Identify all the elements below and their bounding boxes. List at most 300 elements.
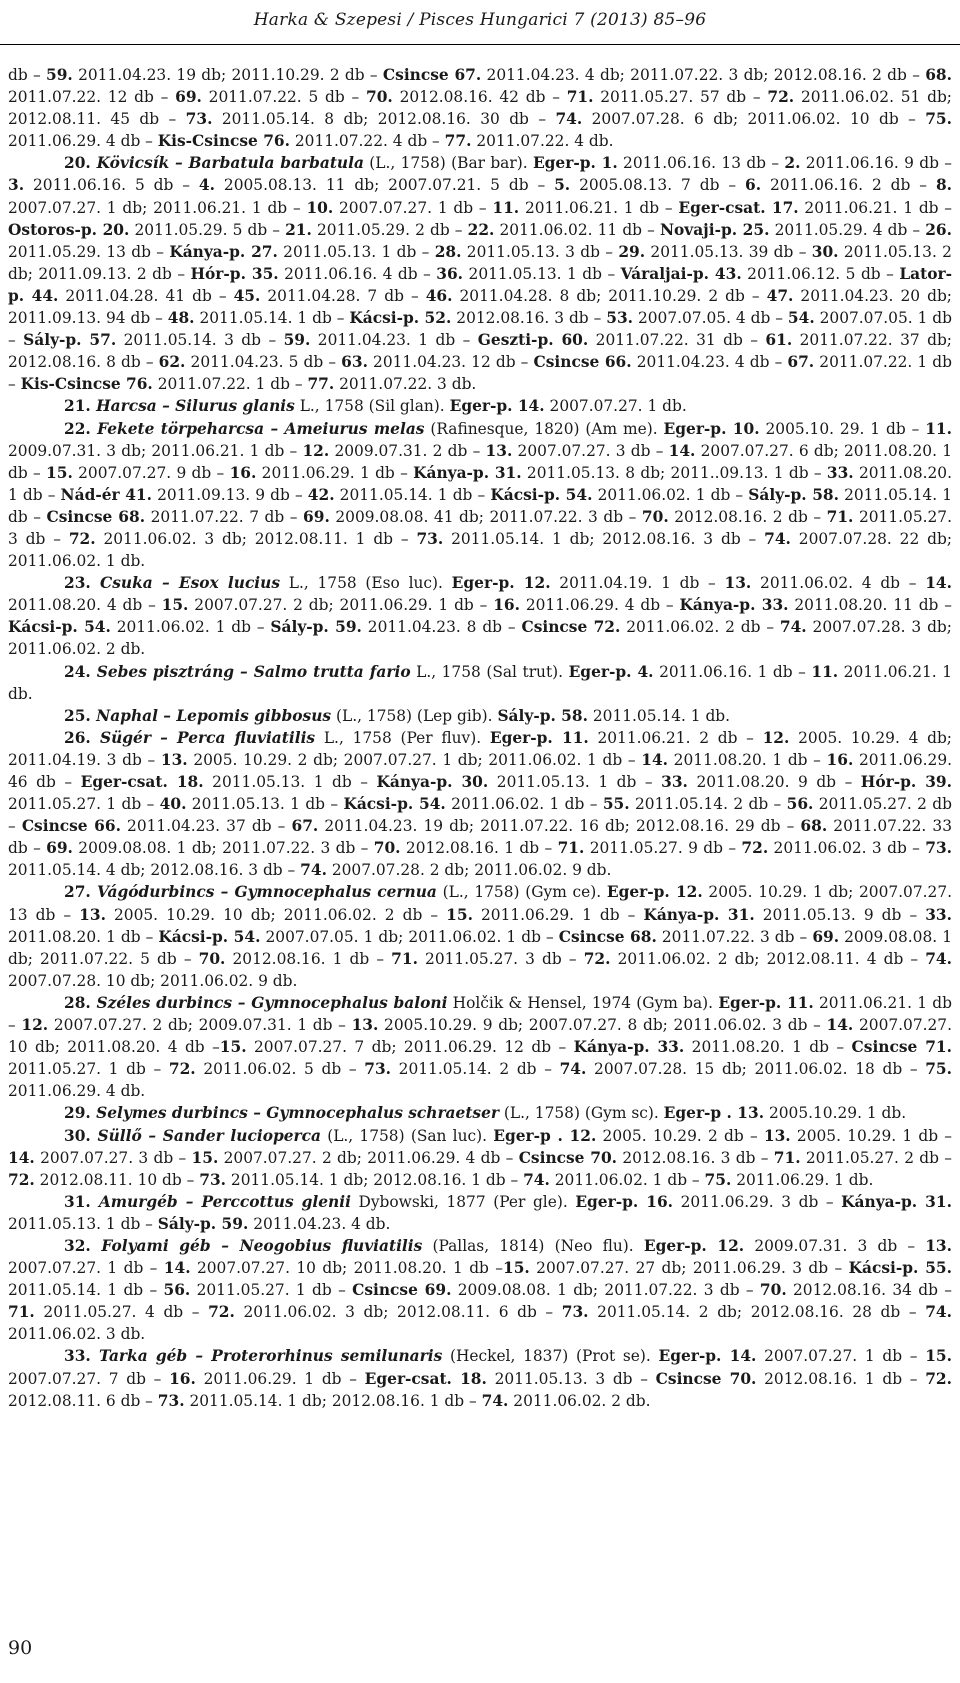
species-paragraph — [8, 418, 952, 573]
record-text: 2011.05.13. 9 db – — [754, 905, 926, 924]
species-name: Vágódurbincs – Gymnocephalus cernua — [96, 883, 437, 902]
record-text: 2011.04.28. 8 db; 2011.10.29. 2 db – — [452, 286, 767, 305]
record-text: 2012.08.16. 34 db – — [786, 1281, 952, 1300]
bold-text: 15. — [46, 463, 73, 482]
record-text: 2011.07.22. 3 db. — [334, 375, 477, 394]
record-text: 2005. 10.29. 1 db – — [790, 1126, 952, 1145]
record-text: 2011.07.22. 5 db – — [201, 88, 367, 107]
record-text: 2007.07.05. 4 db – — [633, 309, 788, 328]
bold-text: 13. — [160, 750, 188, 769]
bold-text: Eger-csat. 18. — [80, 773, 204, 791]
bold-text: 21. — [285, 220, 312, 239]
bold-text: 56. — [163, 1281, 191, 1300]
record-text: 2011.08.20. 1 db – — [684, 1038, 852, 1057]
record-text: 2007.07.28. 10 db; 2011.06.02. 9 db. — [8, 971, 298, 990]
bold-text: Eger-csat. 17. — [678, 198, 799, 217]
bold-text: 6. — [745, 176, 762, 195]
record-text: 2011.07.22. 4 db. — [471, 132, 614, 151]
bold-text: Eger-p. 1. — [532, 154, 618, 173]
record-text: 2009.08.08. 41 db; 2011.07.22. 3 db – — [329, 507, 642, 526]
bold-text: Kácsi-p. 54. — [343, 795, 446, 814]
record-text: 2005. 10.29. 4 db; 2011.04.19. 3 db – — [8, 728, 952, 769]
bold-text: 73. — [364, 1060, 392, 1079]
record-text: 2011.05.14. 2 db – — [629, 795, 787, 814]
species-paragraph — [8, 992, 952, 1102]
record-text: L., 1758 (Per fluv). — [315, 728, 490, 747]
bold-text: 33. — [661, 773, 688, 791]
bold-text: 28. — [434, 242, 462, 261]
record-text: 2012.08.11. 6 db – — [8, 1391, 158, 1410]
bold-text: Csincse 66. — [533, 353, 632, 372]
bold-text: 70. — [366, 88, 393, 107]
bold-text: Eger-p. 14. — [449, 397, 545, 416]
record-text: 2011.08.20. 1 db – — [668, 750, 827, 769]
record-text: 2007.07.27. 1 db; 2011.06.21. 1 db – — [8, 198, 307, 217]
bold-text: 74. — [555, 110, 583, 129]
bold-text: 16. — [493, 596, 520, 615]
record-text: 2011.04.23. 12 db – — [367, 353, 534, 372]
record-text: db – — [8, 66, 47, 84]
record-text: 2011.04.23. 1 db – — [310, 331, 478, 350]
bold-text: 70. — [373, 839, 401, 858]
bold-text: 15. — [191, 1148, 219, 1167]
bold-text: 63. — [341, 353, 368, 372]
bold-text: 75. — [925, 1060, 952, 1079]
bold-text: Sály-p. 58. — [497, 706, 588, 725]
record-text: 2011.06.02. 4 db – — [751, 574, 926, 593]
bold-text: 71. — [826, 507, 854, 526]
record-text: 2011.05.27. 4 db – — [34, 1303, 209, 1322]
record-text: 2011.06.16. 1 db – — [653, 662, 812, 681]
record-text: 2012.08.16. 42 db – — [392, 88, 567, 107]
record-text: 2011.06.02. 1 db – — [592, 485, 749, 504]
record-text: 2012.08.16. 1 db – — [225, 949, 392, 968]
record-text: 2009.08.08. 1 db; 2011.07.22. 3 db – — [72, 839, 374, 858]
record-text: 2007.07.27. 3 db – — [34, 1148, 192, 1167]
record-text: 2011.05.27. 57 db – — [593, 88, 768, 107]
record-text: 2009.07.31. 3 db; 2011.06.21. 1 db – — [8, 441, 303, 460]
record-text: 2011.07.22. 37 db; 2012.08.16. 8 db – — [8, 331, 952, 372]
bold-text: 59. — [46, 66, 73, 84]
species-name-wrapper — [100, 729, 315, 747]
bold-text: 56. — [786, 795, 814, 814]
record-text: 2011.06.29. 3 db – — [673, 1192, 842, 1211]
bold-text: 2. — [784, 154, 801, 173]
record-text: 2011.06.16. 9 db – — [800, 154, 953, 173]
record-text: L., 1758 (Sal trut). — [410, 662, 569, 681]
bold-text: 13. — [79, 905, 106, 924]
record-text: 2011.06.02. 3 db – — [768, 839, 926, 858]
record-text: 2011.05.13. 3 db – — [486, 1369, 656, 1388]
record-text: 2011.04.19. 1 db – — [550, 574, 725, 593]
record-text: 2011.05.13. 39 db – — [645, 242, 812, 261]
record-text: 2011.07.22. 1 db – — [8, 353, 953, 394]
record-text: 2011.06.02. 2 db – — [620, 618, 780, 637]
bold-text: 13. — [925, 1236, 952, 1255]
bold-text: Eger-csat. 18. — [364, 1369, 487, 1388]
bold-text: 74. — [925, 949, 952, 968]
species-paragraph — [8, 64, 952, 152]
record-text: (L., 1758) (Bar bar). — [363, 154, 533, 173]
record-text: 2011.07.22. 1 db – — [152, 375, 308, 394]
record-text: 2011.05.27. 9 db – — [584, 839, 742, 858]
species-paragraph — [8, 1191, 952, 1235]
species-paragraph — [8, 727, 952, 882]
record-text: 2007.07.05. 1 db; 2011.06.02. 1 db – — [260, 927, 559, 946]
species-name: Süllő – Sander lucioperca — [97, 1126, 321, 1145]
bold-text: Sály-p. 57. — [23, 331, 117, 350]
record-text: 2009.08.08. 1 db; 2011.07.22. 3 db – — [451, 1281, 760, 1300]
record-text: 2011.05.13. 1 db – — [277, 242, 435, 261]
bold-text: 24. — [64, 662, 97, 681]
record-text: 2007.07.27. 27 db; 2011.06.29. 3 db – — [529, 1259, 849, 1278]
species-records-text — [8, 64, 952, 1412]
record-text: 2005.08.13. 7 db – — [570, 176, 746, 195]
record-text: 2011.05.27. 2 db – — [800, 1148, 952, 1167]
bold-text: Kácsi-p. 54. — [8, 618, 111, 637]
bold-text: Kis-Csincse 76. — [20, 375, 153, 394]
bold-text: 28. — [64, 993, 97, 1012]
bold-text: 53. — [606, 309, 634, 328]
record-text: 2011.05.13. 1 db – — [463, 264, 621, 283]
record-text: 2005. 10.29. 1 db; 2007.07.27. 13 db – — [8, 883, 953, 924]
bold-text: 69. — [46, 839, 73, 858]
bold-text: 5. — [554, 176, 571, 195]
record-text: 2011.06.02. 1 db – — [110, 618, 271, 637]
record-text: 2005. 10.29. 10 db; 2011.06.02. 2 db – — [105, 905, 447, 924]
record-text: 2011.04.23. 20 db; 2011.09.13. 94 db – — [8, 286, 952, 328]
record-text: 2011.06.21. 1 db. — [8, 662, 953, 703]
bold-text: 15. — [161, 596, 189, 615]
record-text: 2011.05.13. 1 db – — [488, 773, 662, 791]
species-name-wrapper — [97, 994, 448, 1012]
bold-text: Eger-p. 4. — [568, 662, 654, 681]
bold-text: 40. — [159, 795, 187, 814]
bold-text: 13. — [724, 574, 752, 593]
bold-text: Csincse 68. — [558, 927, 657, 946]
species-name: Sebes pisztráng – Salmo trutta fario — [96, 662, 411, 681]
bold-text: 74. — [559, 1060, 587, 1079]
bold-text: 20. — [64, 154, 97, 173]
bold-text: 33. — [826, 463, 854, 482]
running-head: Harka & Szepesi / Pisces Hungarici 7 (2013) 85–96 — [253, 10, 707, 30]
record-text: 2007.07.27. 9 db – — [72, 463, 230, 482]
record-text: 2011.06.21. 2 db – — [588, 728, 763, 747]
record-text: (Pallas, 1814) (Neo flu). — [422, 1236, 644, 1255]
bold-text: 47. — [766, 286, 794, 305]
species-paragraph — [8, 1235, 952, 1345]
record-text: 2011.05.14. 1 db; 2012.08.16. 1 db – — [226, 1170, 524, 1189]
species-paragraph — [8, 572, 952, 660]
record-text: 2011.06.29. 1 db – — [472, 905, 644, 924]
record-text: 2011.06.16. 13 db – — [617, 154, 785, 173]
record-text: 2007.07.27. 2 db; 2011.06.29. 4 db – — [218, 1148, 519, 1167]
record-text: 2011.09.13. 9 db – — [152, 485, 308, 504]
bold-text: Kánya-p. 33. — [679, 596, 789, 615]
record-text: 2012.08.16. 3 db – — [617, 1148, 774, 1167]
record-text: 2011.08.20. 9 db – — [687, 773, 861, 791]
species-paragraph — [8, 881, 952, 991]
bold-text: Nád-ér 41. — [60, 485, 152, 504]
bold-text: 72. — [8, 1170, 35, 1189]
record-text: 2011.04.28. 7 db – — [260, 286, 426, 305]
bold-text: Kis-Csincse 76. — [157, 132, 290, 151]
bold-text: 55. — [602, 795, 630, 814]
record-text: 2011.05.14. 2 db; 2012.08.16. 28 db – — [588, 1303, 926, 1322]
bold-text: 70. — [641, 507, 669, 526]
bold-text: Kácsi-p. 55. — [848, 1259, 952, 1278]
record-text: 2011.06.29. 4 db – — [519, 596, 680, 615]
record-text: 2007.07.27. 7 db – — [8, 1369, 170, 1388]
record-text: 2011.05.14. 2 db – — [391, 1060, 560, 1079]
bold-text: 72. — [208, 1303, 235, 1322]
bold-text: 72. — [168, 1060, 196, 1079]
bold-text: 74. — [523, 1170, 550, 1189]
record-text: 2011.05.13. 2 db; 2011.09.13. 2 db – — [8, 242, 952, 283]
record-text: 2011.07.22. 31 db – — [588, 331, 766, 350]
bold-text: 61. — [765, 331, 793, 350]
record-text: (L., 1758) (Gym ce). — [436, 883, 607, 902]
record-text: 2011.05.29. 2 db – — [311, 220, 468, 239]
record-text: 2011.07.22. 4 db – — [289, 132, 445, 151]
bold-text: 31. — [64, 1192, 99, 1211]
bold-text: 48. — [167, 309, 195, 328]
record-text: 2005.10.29. 9 db; 2007.07.27. 8 db; 2011.06.02. 3 db – — [378, 1016, 827, 1035]
bold-text: 14. — [641, 750, 669, 769]
bold-text: 16. — [229, 463, 257, 482]
bold-text: Eger-p. 10. — [663, 419, 760, 438]
bold-text: Eger-p. 16. — [575, 1192, 674, 1211]
bold-text: 45. — [233, 286, 261, 305]
bold-text: 67. — [291, 817, 319, 836]
record-text: 2011.06.02. 5 db – — [195, 1060, 365, 1079]
record-text: 2011.05.14. 3 db – — [116, 331, 284, 350]
bold-text: 15. — [219, 1038, 247, 1057]
record-text: 2011.05.14. 1 db – — [194, 309, 350, 328]
species-name-wrapper — [101, 1237, 422, 1255]
record-text: 2011.04.23. 5 db – — [185, 353, 342, 372]
bold-text: Eger-p. 12. — [451, 574, 551, 593]
page-number: 90 — [8, 1637, 33, 1659]
bold-text: 72. — [583, 949, 611, 968]
record-text: 2011.08.20. 11 db – — [788, 596, 952, 615]
record-text: 2011.06.02. 1 db – — [445, 795, 603, 814]
bold-text: Kácsi-p. 54. — [490, 485, 593, 504]
record-text: 2011.06.21. 1 db – — [798, 198, 953, 217]
bold-text: Novaji-p. 25. — [659, 220, 770, 239]
species-paragraph — [8, 1345, 952, 1411]
bold-text: 22. — [467, 220, 495, 239]
record-text: 2005.10.29. 1 db. — [764, 1104, 907, 1123]
record-text: 2011.05.27. 1 db – — [8, 795, 160, 814]
bold-text: Csincse 72. — [521, 618, 621, 637]
species-name: Harcsa – Silurus glanis — [96, 397, 295, 416]
record-text: 2011.06.02. 3 db; 2012.08.11. 1 db – — [95, 529, 417, 548]
record-text: 2011.06.02. 3 db; 2012.08.11. 6 db – — [234, 1303, 562, 1322]
record-text: 2007.07.27. 10 db; 2011.08.20. 4 db – — [8, 1016, 952, 1057]
record-text: 2007.07.28. 3 db; 2011.06.02. 2 db. — [8, 618, 952, 659]
record-text: 2011.05.29. 13 db – — [8, 242, 170, 261]
record-text: 2011.06.16. 5 db – — [24, 176, 199, 195]
bold-text: 11. — [492, 198, 520, 217]
species-paragraph — [8, 661, 952, 705]
bold-text: Csincse 66. — [21, 817, 121, 836]
record-text: 2011.06.29. 46 db – — [8, 750, 953, 791]
record-text: 2011.05.27. 1 db – — [190, 1281, 353, 1300]
bold-text: 29. — [618, 242, 646, 261]
species-name: Selymes durbincs – Gymnocephalus schraetser — [96, 1104, 499, 1123]
species-name-wrapper — [99, 1347, 442, 1365]
bold-text: Lator-p. 44. — [8, 264, 952, 305]
bold-text: Csincse 70. — [518, 1148, 618, 1167]
record-text: 2007.07.28. 2 db; 2011.06.02. 9 db. — [326, 861, 612, 880]
species-name-wrapper — [96, 707, 331, 725]
record-text: 2011.06.29. 1 db – — [195, 1369, 365, 1388]
record-text: 2011.05.13. 1 db – — [8, 1214, 158, 1233]
record-text: 2011.06.02. 2 db. — [508, 1391, 651, 1410]
bold-text: 25. — [64, 706, 97, 725]
bold-text: 33. — [925, 905, 952, 924]
record-text: 2011.04.23. 8 db – — [361, 618, 522, 637]
bold-text: 74. — [481, 1391, 509, 1410]
bold-text: Kácsi-p. 52. — [349, 309, 452, 328]
bold-text: Sály-p. 58. — [748, 485, 839, 504]
record-text: 2012.08.11. 10 db – — [34, 1170, 200, 1189]
record-text: 2007.07.27. 1 db – — [756, 1347, 926, 1366]
bold-text: Eger-p . 12. — [493, 1126, 597, 1145]
bold-text: 62. — [158, 353, 186, 372]
bold-text: 72. — [925, 1369, 952, 1388]
bold-text: Kánya-p. 31. — [643, 905, 755, 924]
bold-text: 75. — [925, 110, 952, 129]
bold-text: 73. — [157, 1391, 185, 1410]
bold-text: Sály-p. 59. — [157, 1214, 249, 1233]
bold-text: 69. — [303, 507, 330, 526]
record-text: 2007.07.28. 6 db; 2011.06.02. 10 db – — [582, 110, 926, 129]
species-name: Kövicsík – Barbatula barbatula — [96, 154, 364, 173]
record-text: 2011.06.02. 51 db; 2012.08.11. 45 db – — [8, 88, 952, 129]
bold-text: 74. — [925, 1303, 952, 1322]
record-text: 2011.05.14. 1 db – — [8, 1281, 164, 1300]
species-name: Folyami géb – Neogobius fluviatilis — [101, 1236, 423, 1255]
bold-text: 36. — [436, 264, 464, 283]
bold-text: 8. — [935, 176, 953, 195]
record-text: (Heckel, 1837) (Prot se). — [442, 1347, 659, 1366]
bold-text: 74. — [300, 861, 327, 880]
bold-text: 73. — [199, 1170, 227, 1189]
record-text: 2011.05.14. 8 db; 2012.08.16. 30 db – — [212, 110, 556, 129]
bold-text: 77. — [444, 132, 472, 151]
bold-text: 21. — [64, 397, 97, 416]
record-text: 2011.06.29. 1 db – — [256, 463, 414, 482]
record-text: 2011.06.02. 11 db – — [494, 220, 660, 239]
species-name: Széles durbincs – Gymnocephalus baloni — [96, 993, 448, 1012]
record-text: 2007.07.05. 1 db – — [8, 309, 953, 350]
species-name: Naphal – Lepomis gibbosus — [96, 706, 332, 725]
bold-text: 22. — [64, 419, 98, 438]
bold-text: 29. — [64, 1104, 97, 1123]
record-text: 2011.05.27. 1 db – — [8, 1060, 169, 1079]
bold-text: 12. — [302, 441, 330, 460]
record-text: 2011.06.21. 1 db – — [519, 198, 679, 217]
record-text: L., 1758 (Sil glan). — [294, 397, 450, 416]
bold-text: 16. — [169, 1369, 196, 1388]
species-name-wrapper — [97, 663, 411, 681]
record-text: 2009.07.31. 2 db – — [329, 441, 486, 460]
bold-text: Geszti-p. 60. — [477, 331, 589, 350]
record-text: Holčik & Hensel, 1974 (Gym ba). — [447, 993, 719, 1012]
record-text: 2011.07.22. 7 db – — [145, 507, 304, 526]
bold-text: 46. — [425, 286, 453, 305]
species-paragraph — [8, 1102, 952, 1124]
record-text: 2007.07.27. 10 db; 2011.08.20. 1 db – — [190, 1259, 503, 1278]
bold-text: 42. — [307, 485, 335, 504]
bold-text: Hór-p. 35. — [190, 264, 279, 283]
bold-text: Eger-p. 14. — [658, 1347, 757, 1366]
species-name-wrapper — [97, 1127, 321, 1145]
bold-text: 15. — [503, 1259, 530, 1278]
record-text: 2011.05.13. 3 db – — [461, 242, 619, 261]
record-text: 2011.04.23. 19 db; 2011.07.22. 16 db; 2012.08.16. 29 db – — [318, 817, 801, 836]
bold-text: Kánya-p. 33. — [573, 1038, 685, 1057]
bold-text: 72. — [68, 529, 96, 548]
record-text: Dybowski, 1877 (Per gle). — [350, 1192, 576, 1211]
bold-text: 71. — [773, 1148, 801, 1167]
header-rule — [0, 44, 960, 45]
record-text: 2011.06.29. 1 db. — [731, 1170, 874, 1189]
record-text: 2011.08.20. 1 db – — [8, 927, 159, 946]
species-name-wrapper — [97, 154, 364, 172]
record-text: (L., 1758) (Gym sc). — [499, 1104, 664, 1123]
bold-text: 71. — [566, 88, 594, 107]
record-text: 2011.05.27. 2 db – — [8, 795, 952, 836]
record-text: 2007.07.27. 3 db – — [512, 441, 669, 460]
bold-text: 69. — [175, 88, 202, 107]
record-text: 2011.05.14. 1 db – — [334, 485, 491, 504]
bold-text: 77. — [307, 375, 335, 394]
record-text: 2011.08.20. 4 db – — [8, 596, 162, 615]
bold-text: 30. — [64, 1126, 98, 1145]
bold-text: 33. — [64, 1347, 99, 1366]
species-name: Tarka géb – Proterorhinus semilunaris — [98, 1347, 443, 1366]
record-text: 2011.06.16. 4 db – — [278, 264, 437, 283]
species-paragraph — [8, 152, 952, 395]
record-text: 2011.05.14. 1 db – — [8, 485, 953, 526]
bold-text: 59. — [283, 331, 311, 350]
bold-text: 54. — [787, 309, 815, 328]
record-text: 2011.06.29. 4 db – — [8, 132, 158, 151]
bold-text: 73. — [561, 1303, 589, 1322]
record-text: 2007.07.27. 1 db – — [333, 198, 493, 217]
bold-text: 10. — [306, 198, 334, 217]
bold-text: 11. — [811, 662, 839, 681]
record-text: 2012.08.16. 1 db – — [400, 839, 558, 858]
bold-text: 30. — [811, 242, 839, 261]
record-text: 2007.07.27. 6 db; 2011.08.20. 1 db – — [8, 441, 953, 482]
record-text: L., 1758 (Eso luc). — [280, 574, 452, 593]
bold-text: 11. — [925, 419, 952, 438]
record-text: 2007.07.28. 22 db; 2011.06.02. 1 db. — [8, 529, 953, 571]
record-text: 2011.05.29. 4 db – — [769, 220, 926, 239]
record-text: 2012.08.16. 1 db – — [756, 1369, 926, 1388]
bold-text: 67. — [787, 353, 815, 372]
species-name-wrapper — [100, 574, 280, 592]
record-text: 2011.06.02. 2 db; 2012.08.11. 4 db – — [610, 949, 926, 968]
record-text: 2011.07.22. 3 db – — [656, 927, 813, 946]
record-text: 2009.07.31. 3 db – — [744, 1236, 926, 1255]
bold-text: Csincse 68. — [46, 507, 146, 526]
bold-text: 13. — [351, 1016, 379, 1035]
